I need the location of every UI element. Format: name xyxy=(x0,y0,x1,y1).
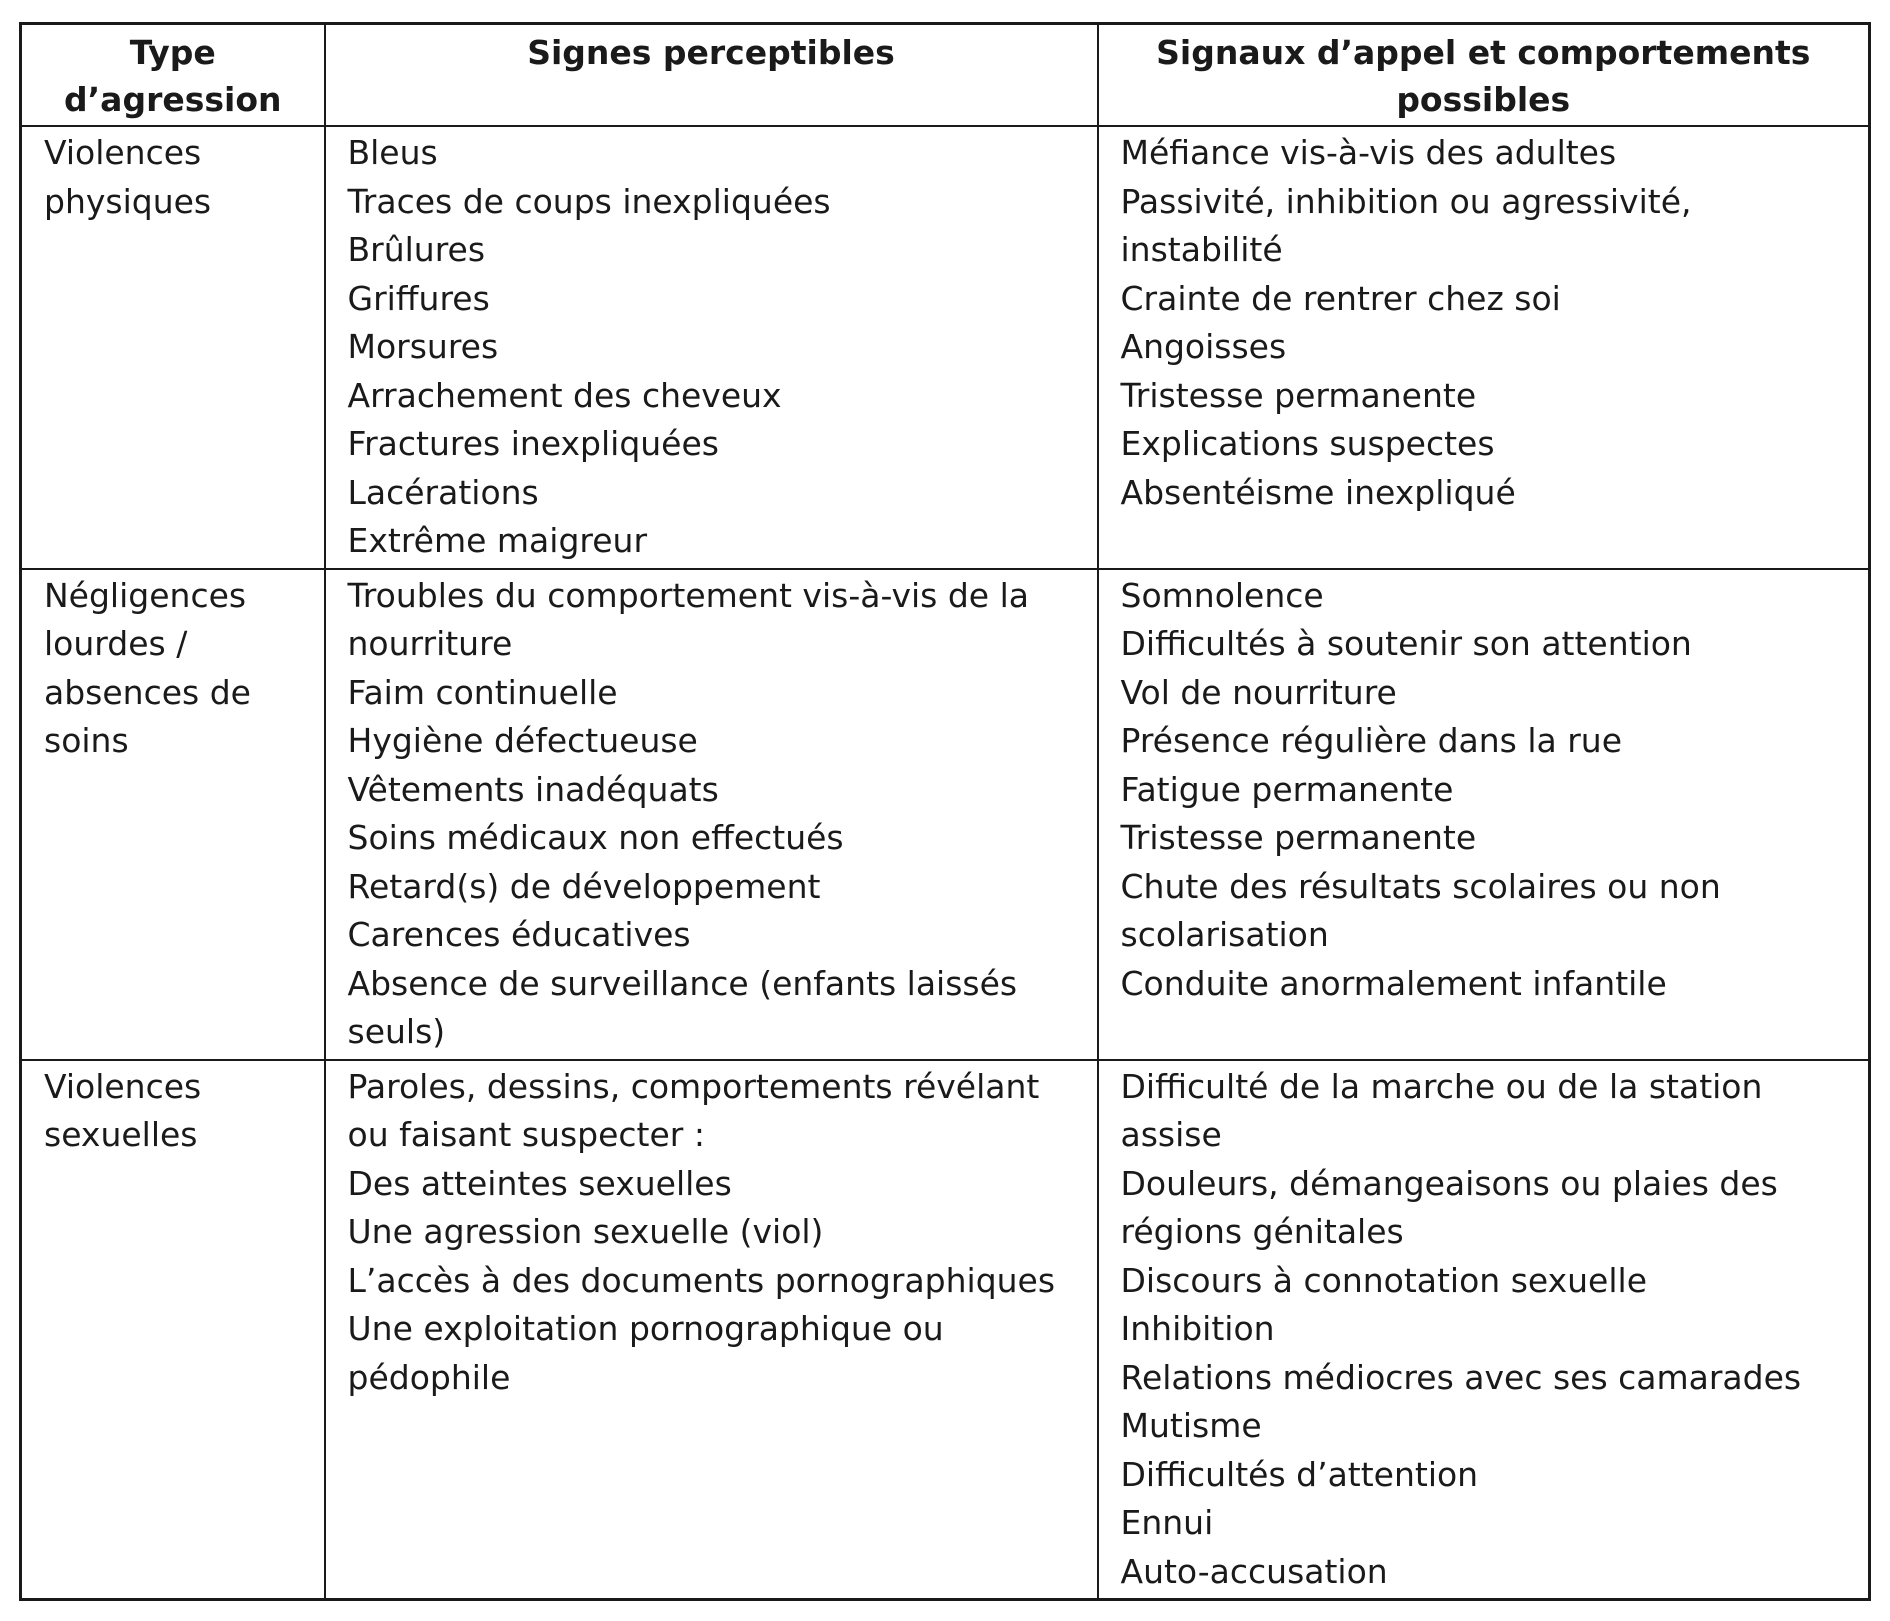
header-row xyxy=(21,24,1870,127)
type-line: Négligences xyxy=(44,575,247,615)
signs-line: seuls) xyxy=(347,1012,446,1051)
aggression-signs-table xyxy=(19,22,1871,1601)
signs-line: Carences éducatives xyxy=(347,915,691,954)
signals-line: Explications suspectes xyxy=(1120,424,1495,463)
signals-lines xyxy=(1121,1063,1847,1597)
table-header xyxy=(21,24,1870,127)
signs-line: Retard(s) de développement xyxy=(347,866,821,906)
signals-line: Chute des résultats scolaires ou non xyxy=(1120,866,1721,906)
signs-line: Griffures xyxy=(347,278,490,318)
signals-line: Absentéisme inexpliqué xyxy=(1120,472,1516,512)
signals-line: Passivité, inhibition ou agressivité, xyxy=(1120,181,1692,221)
type-line: soins xyxy=(44,721,129,760)
type-line: absences de xyxy=(44,672,251,712)
type-line: lourdes / xyxy=(44,624,188,663)
signs-lines xyxy=(348,129,1075,566)
signs-line: Extrême maigreur xyxy=(347,521,648,560)
signals-line: Somnolence xyxy=(1120,575,1324,615)
header-line: d’agression xyxy=(64,80,282,119)
signs-cell xyxy=(325,126,1098,569)
signals-line: Inhibition xyxy=(1120,1309,1275,1348)
signals-lines xyxy=(1121,129,1847,517)
signals-line: Crainte de rentrer chez soi xyxy=(1120,278,1561,318)
signs-line: nourriture xyxy=(347,624,513,663)
signals-line: scolarisation xyxy=(1120,915,1329,954)
header-signals xyxy=(1098,24,1870,127)
signs-line: L’accès à des documents pornographiques xyxy=(347,1260,1056,1300)
signals-line: instabilité xyxy=(1120,230,1283,269)
signals-line: Conduite anormalement infantile xyxy=(1120,963,1667,1003)
type-line: Violences xyxy=(44,1066,202,1106)
signals-cell xyxy=(1098,126,1870,569)
signs-lines xyxy=(348,1063,1075,1403)
header-line: Type xyxy=(129,33,216,72)
header-line: Signaux d’appel et comportements xyxy=(1156,33,1811,72)
signs-line: Traces de coups inexpliquées xyxy=(347,181,831,221)
type-cell xyxy=(21,1060,325,1600)
signals-line: Douleurs, démangeaisons ou plaies des xyxy=(1120,1163,1778,1203)
table-body xyxy=(21,126,1870,1600)
signals-line: Auto-accusation xyxy=(1120,1551,1388,1591)
type-line: physiques xyxy=(44,181,212,221)
header-signs: Signes perceptibles xyxy=(325,24,1098,127)
signs-line: Vêtements inadéquats xyxy=(347,769,719,809)
signs-line: Hygiène défectueuse xyxy=(347,721,698,760)
signals-line: Angoisses xyxy=(1120,327,1287,366)
header-line: possibles xyxy=(1396,80,1571,119)
signs-cell xyxy=(325,1060,1098,1600)
table-row xyxy=(21,126,1870,569)
signs-line: Faim continuelle xyxy=(347,672,618,712)
type-cell xyxy=(21,569,325,1060)
signals-line: Discours à connotation sexuelle xyxy=(1120,1260,1648,1300)
signs-line: pédophile xyxy=(347,1357,511,1397)
signs-lines xyxy=(348,572,1075,1057)
signs-line: Troubles du comportement vis-à-vis de la xyxy=(347,575,1029,615)
signals-cell xyxy=(1098,569,1870,1060)
type-line: sexuelles xyxy=(44,1115,198,1154)
signs-line: Une exploitation pornographique ou xyxy=(347,1309,944,1348)
signals-line: Difficultés à soutenir son attention xyxy=(1120,624,1692,663)
type-lines xyxy=(44,1063,302,1160)
signals-line: Tristesse permanente xyxy=(1120,375,1477,415)
type-lines xyxy=(44,129,302,226)
signals-line: régions génitales xyxy=(1120,1212,1404,1251)
signs-line: Arrachement des cheveux xyxy=(347,375,782,415)
header-type xyxy=(21,24,325,127)
signals-line: assise xyxy=(1120,1115,1222,1154)
signs-cell xyxy=(325,569,1098,1060)
signals-line: Méfiance vis-à-vis des adultes xyxy=(1120,133,1617,172)
signals-line: Difficultés d’attention xyxy=(1120,1454,1479,1494)
signs-line: Des atteintes sexuelles xyxy=(347,1163,732,1203)
signs-line: Bleus xyxy=(347,133,438,172)
signals-line: Mutisme xyxy=(1120,1406,1262,1445)
signs-line: Une agression sexuelle (viol) xyxy=(347,1212,824,1251)
signals-line: Présence régulière dans la rue xyxy=(1120,721,1623,760)
signs-line: Morsures xyxy=(347,327,499,366)
signs-line: Brûlures xyxy=(347,230,486,269)
signs-line: Lacérations xyxy=(347,472,539,512)
signals-line: Difficulté de la marche ou de la station xyxy=(1120,1066,1763,1106)
type-lines xyxy=(44,572,302,766)
signals-line: Tristesse permanente xyxy=(1120,818,1477,857)
signs-line: Fractures inexpliquées xyxy=(347,424,719,463)
table-row xyxy=(21,569,1870,1060)
signs-line: Absence de surveillance (enfants laissés xyxy=(347,963,1018,1003)
signs-line: Paroles, dessins, comportements révélant xyxy=(347,1066,1040,1106)
table-row xyxy=(21,1060,1870,1600)
signals-lines xyxy=(1121,572,1847,1009)
signs-line: ou faisant suspecter : xyxy=(347,1115,705,1154)
signals-cell xyxy=(1098,1060,1870,1600)
signals-line: Vol de nourriture xyxy=(1120,672,1397,712)
signals-line: Relations médiocres avec ses camarades xyxy=(1120,1357,1802,1397)
signs-line: Soins médicaux non effectués xyxy=(347,818,844,857)
type-cell xyxy=(21,126,325,569)
type-line: Violences xyxy=(44,133,202,172)
signals-line: Ennui xyxy=(1120,1503,1214,1542)
signals-line: Fatigue permanente xyxy=(1120,769,1454,809)
